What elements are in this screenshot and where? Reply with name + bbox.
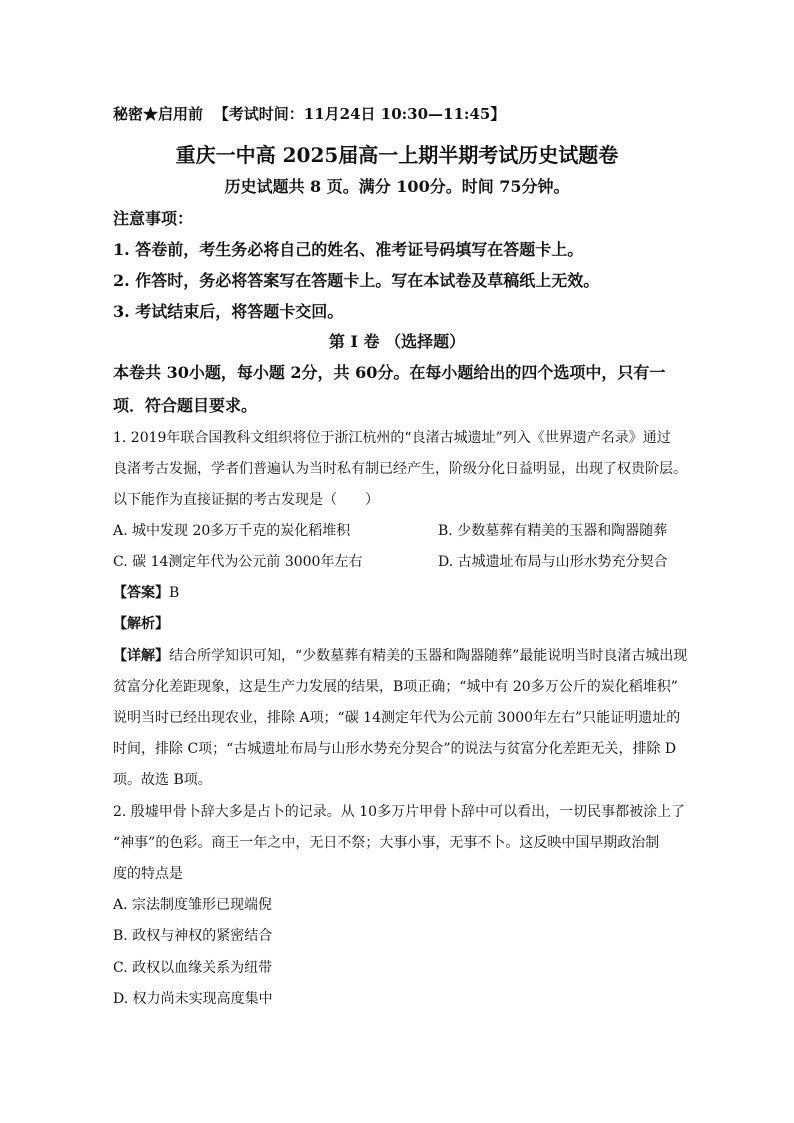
option-b: B. 少数墓葬有精美的玉器和陶器随葬: [438, 523, 668, 539]
confidential-label: 秘密★启用前: [113, 105, 204, 123]
exam-time: 【考试时间：11月24日 10:30—11:45】: [213, 105, 506, 123]
note-item: 2. 作答时，务必将答案写在答题卡上。写在本试卷及草稿纸上无效。: [113, 271, 600, 290]
answer-value: B: [169, 585, 180, 601]
question-stem: 1. 2019年联合国教科文组织将位于浙江杭州的“良渚古城遗址”列入《世界遗产名录》通过: [113, 430, 671, 446]
note-item: 3. 考试结束后，将答题卡交回。: [113, 302, 344, 321]
page-title: 重庆一中高 2025届高一上期半期考试历史试题卷: [175, 143, 619, 167]
detail-text: 项。故选 B项。: [113, 772, 212, 788]
detail-tag: 【详解】: [113, 648, 169, 664]
part-heading: 第 I 卷 （选择题）: [328, 332, 466, 351]
option-a: A. 城中发现 20多万千克的炭化稻堆积: [113, 523, 351, 539]
option-d: D. 权力尚未实现高度集中: [113, 991, 273, 1007]
question-stem: “神事”的色彩。商王一年之中，无日不祭；大事小事，无事不卜。这反映中国早期政治制: [113, 835, 660, 851]
detail-line: [113, 645, 687, 665]
analysis-line: [113, 613, 169, 633]
option-d: D. 古城遗址布局与山形水势充分契合: [438, 554, 668, 570]
option-a: A. 宗法制度雏形已现端倪: [113, 897, 273, 913]
answer-line: [113, 582, 179, 602]
page-subtitle: 历史试题共 8 页。满分 100分。时间 75分钟。: [224, 177, 570, 196]
notes-heading: 注意事项：: [113, 209, 194, 228]
note-item: 1. 答卷前，考生务必将自己的姓名、准考证号码填写在答题卡上。: [113, 240, 584, 259]
section-intro: 本卷共 30小题，每小题 2分，共 60分。在每小题给出的四个选项中，只有一: [113, 363, 666, 382]
question-stem: 以下能作为直接证据的考古发现是（ ）: [113, 492, 379, 508]
question-stem: 2. 殷墟甲骨卜辞大多是占卜的记录。从 10多万片甲骨卜辞中可以看出，一切民事都被涂上了: [113, 804, 686, 820]
detail-text: 结合所学知识可知，“少数墓葬有精美的玉器和陶器随葬”最能说明当时良渚古城出现: [169, 648, 688, 664]
exam-header: [113, 103, 505, 124]
option-c: C. 碳 14测定年代为公元前 3000年左右: [113, 554, 363, 570]
section-intro: 项．符合题目要求。: [113, 396, 258, 415]
detail-text: 时间，排除 C项；“古城遗址布局与山形水势充分契合”的说法与贫富分化差距无关，排除 D: [113, 741, 677, 757]
option-c: C. 政权以血缘关系为纽带: [113, 960, 273, 976]
option-b: B. 政权与神权的紧密结合: [113, 928, 273, 944]
detail-text: 贫富分化差距现象，这是生产力发展的结果，B项正确；“城中有 20多万公斤的炭化稻堆积”: [113, 679, 678, 695]
question-stem: 良渚考古发掘，学者们普遍认为当时私有制已经产生，阶级分化日益明显，出现了权贵阶层。: [113, 461, 687, 477]
analysis-tag: 【解析】: [113, 616, 169, 632]
question-stem: 度的特点是: [113, 866, 183, 882]
detail-text: 说明当时已经出现农业，排除 A项；“碳 14测定年代为公元前 3000年左右”只能证明遗址的: [113, 710, 681, 726]
answer-tag: 【答案】: [113, 585, 169, 601]
